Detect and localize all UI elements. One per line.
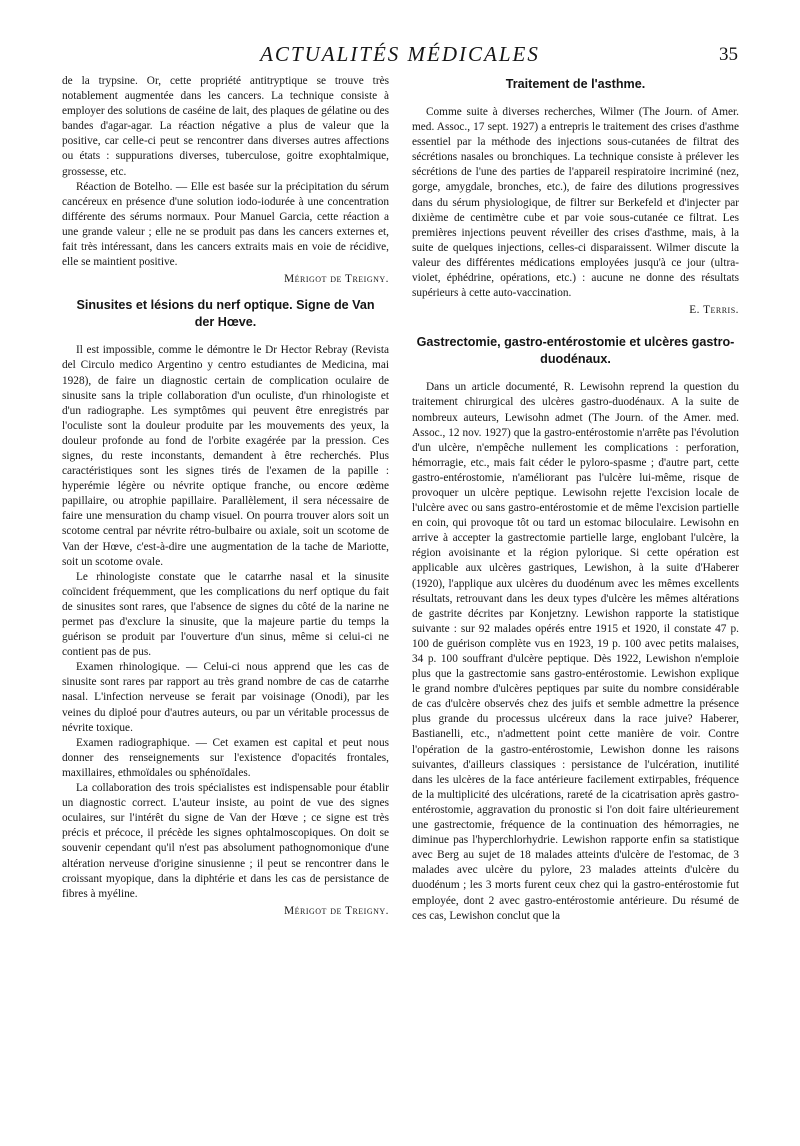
sinusites-paragraph-2: Le rhinologiste constate que le catarrhe nasal et la sinusite coïncident fréquemment, que les complications du nerf optique du fait de sinusites sont rares, que l'absence de signes du côté de la narine ne permet pas d'exclure la sinusite, que la majeure partie du temps la guérison se produit par l'ouverture d'un sinus, même si celui-ci ne contient pas de pus. xyxy=(62,570,389,659)
sinusites-paragraph-3: Examen rhinologique. — Celui-ci nous apprend que les cas de sinusite sont rares par rapport au très grand nombre de cas de catarrhe nasal. L'infection nerveuse se ferait par voisinage (Onodi), par les veines du diploé pour d'autres auteurs, ou par un véritable processus de névrite toxique. xyxy=(62,661,389,734)
sinusites-paragraph-1: Il est impossible, comme le démontre le Dr Hector Rebray (Revista del Circulo medico Argentino y centro estudiantes de Medicina, mai 1928), de faire un diagnostic certain de complication oculaire de sinusite sans la triple collaboration d'un oculiste, d'un rhinologiste et d'un radiographe. Les symptômes qui peuvent être enregistrés par l'oculiste sont la douleur produite par les mouvements des yeux, la douleur profonde au fond de l'orbite exagérée par la pression. Ces signes, du reste inconstants, demandent à être recherchés. Plus caractéristiques sont les signes tirés de l'examen de la papille : hyperémie légère ou névrite optique franche, ou encore œdème papillaire, ou atrophie papillaire. Parallèlement, il sera nécessaire de faire une mensuration du champ visuel. On pourra trouver alors soit un scotome central par névrite rétro-bulbaire ou axiale, soit un scotome de Van der Hœve, c'est-à-dire une augmentation de la tache de Mariotte, soit un scotome ovale. xyxy=(62,344,389,568)
sinusites-paragraph-4: Examen radiographique. — Cet examen est capital et peut nous donner des renseignements sur l'existence d'opacités frontales, maxillaires, ethmoïdales ou sphénoïdales. xyxy=(62,736,389,779)
asthma-paragraph-1: Comme suite à diverses recherches, Wilmer (The Journ. of Amer. med. Assoc., 17 sept. 1927) a entrepris le traitement des crises d'asthme essentiel par la méthode des injections sous-cutanées de filtrat des sécrétions nasales ou bronchiques. La technique consiste à prélever les sécrétions de l'une des parties de l'appareil respiratoire incriminé (nez, gorge, amygdale, bronches, etc.), de faire des dilutions progressives dans du sérum physiologique, de filtrer sur Berkefeld et d'injecter par dixième de centimètre cube et par voie sous-cutanée ce filtrat. Les premières injections peuvent réveiller des crises d'asthme, mais, à la suite de quelques injections, celles-ci disparaissent. Wilmer discute la valeur des différentes médications employées jusqu'à ce jour (ultra-violet, éphédrine, opérations, etc.) : aucune ne donne des résultats supérieurs à cette auto-vaccination. xyxy=(412,106,739,300)
asthma-signature: E. Terris. xyxy=(689,304,739,317)
running-title: ACTUALITÉS MÉDICALES xyxy=(260,42,540,66)
gastrectomie-article-title: Gastrectomie, gastro-entérostomie et ulcères gastro-duodénaux. xyxy=(416,335,735,367)
intro-signature: Mérigot de Treigny. xyxy=(284,273,389,286)
intro-paragraph-1: de la trypsine. Or, cette propriété antitryptique se trouve très notablement augmentée dans les cancers. La technique consiste à employer des solutions de caséine de lait, des plaques de gélatine ou des bandes d'agar-agar. La réaction négative a plus de valeur que la positive, car celle-ci peut se rencontrer dans diverses autres affections ou états : suppurations diverses, tuberculose, goitre exophtalmique, grossesse, etc. xyxy=(62,75,389,178)
sinusites-signature: Mérigot de Treigny. xyxy=(284,904,389,917)
right-column xyxy=(412,74,739,924)
sinusites-paragraph-5: La collaboration des trois spécialistes est indispensable pour établir un diagnostic correct. L'auteur insiste, au point de vue des signes oculaires, sur l'intérêt du signe de Van der Hœve ; ce signe est très précis et précoce, il précède les signes ophtalmoscopiques. On doit se souvenir cependant qu'il n'est pas absolument pathognomonique d'une altération nerveuse d'origine sinusienne ; il peut se rencontrer dans le croissant myopique, dans la diphtérie et dans les cas de persistance de fibres à myéline. xyxy=(62,782,389,900)
asthma-article-title: Traitement de l'asthme. xyxy=(505,77,646,91)
section-spacer xyxy=(412,318,739,324)
intro-paragraph-2: Réaction de Botelho. — Elle est basée sur la précipitation du sérum cancéreux en présence d'une solution iodo-iodurée à une concentration différente des sérums normaux. Pour Manuel Garcia, cette réaction a une grande valeur ; elle ne se produit pas dans les cancers externes et, fait très intéressant, dans les cancers extraits mais en voie de récidive, elle se maintient positive. xyxy=(62,180,389,269)
left-column xyxy=(62,74,389,919)
running-head xyxy=(62,42,738,72)
gastrectomie-paragraph-1: Dans un article documenté, R. Lewisohn reprend la question du traitement chirurgical des ulcères gastro-duodénaux. A la suite de nombreux auteurs, Lewisohn admet (The Journ. of the Amer. med. Assoc., 12 nov. 1927) que la gastro-entérostomie n'arrête pas l'évolution d'un ulcère, n'empêche nullement les complications : perforation, hémorragie, etc., mais fait céder le pyloro-spasme ; d'autre part, cette gastro-entérostomie, n'améliorant pas l'ulcère lui-même, risque de provoquer un ulcère peptique. Lewisohn rejette l'excision locale de l'ulcère avec ou sans gastro-entérostomie et de même l'excision partielle en coin, qui provoque tôt ou tard un estomac biloculaire. Lewisohn en arrive à accepter la gastrectomie partielle large, englobant l'ulcère, la région avoisinante et la région pylorique. Si cette opération est applicable aux ulcères gastriques, Lewishon, à la suite d'Haberer (1920), l'applique aux ulcères du duodénum avec les mêmes excellents résultats, retrouvant dans les deux types d'ulcère les mêmes altérations de gastrite décrites par Konjetzny. Lewishon rapporte la statistique suivante : sur 92 malades opérés entre 1915 et 1920, il constate 47 p. 100 de guérison complète vus en 1923, 19 p. 100 avec petits malaises, 34 p. 100 souffrant d'ulcère peptique. Dès 1922, Lewishon n'emploie plus que la gastrectomie sans gastro-entérostomie. Lewishon explique le grand nombre d'ulcères peptiques par suite du nombre considérable de cas d'ulcère observés chez des juifs et semble admettre la présence plus grande du processus ulcéreux dans la race juive? Haberer, Bastianelli, etc., n'admettent point cette manière de voir. Contre l'opération de la gastro-entérostomie, Lewishon donne les raisons suivantes, d'ailleurs classiques : persistance de l'ulcération, inutilité dans les ulcères de la face antérieure facilement extirpables, fréquence de la multiplicité des ulcérations, rareté de la cicatrisation après gastro-entérostomie, aggravation du pronostic si l'on doit faire ultérieurement une gastrectomie, fréquence de la continuation des hémorragies, ne diminue pas l'hyperchlorhydrie. Lewishon rapporte enfin sa statistique avec Berg au sujet de 18 malades atteints d'ulcère de l'estomac, de 3 malades avec ulcère du pylore, 23 malades atteints d'ulcère du duodénum ; les 3 morts furent ceux chez qui la gastro-entérostomie fut employée, dont 2 avec gastro-entérostomie antérieure. Du résumé de ces cas, Lewishon conclut que la xyxy=(412,381,739,922)
sinusites-article-title: Sinusites et lésions du nerf optique. Signe de Van der Hœve. xyxy=(76,298,375,330)
page-number: 35 xyxy=(719,44,738,65)
